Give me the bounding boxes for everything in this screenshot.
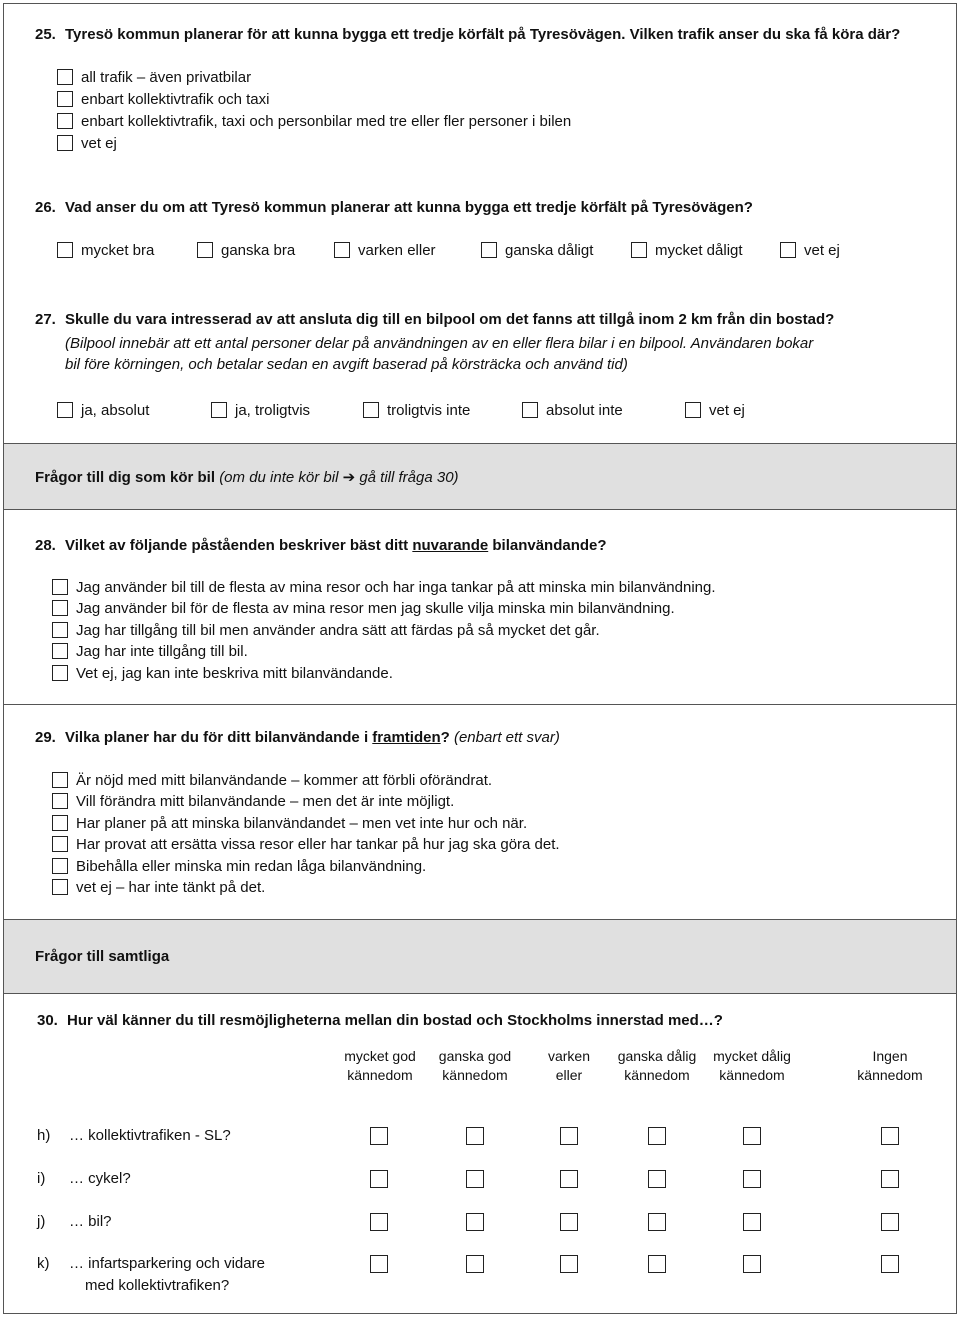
option-label: Vet ej, jag kan inte beskriva mitt bilanvändande. <box>76 665 393 682</box>
section-q28 <box>4 510 956 705</box>
q27-number: 27. <box>35 311 56 328</box>
q28-question <box>35 537 607 554</box>
checkbox[interactable] <box>52 579 68 595</box>
option-label: vet ej – har inte tänkt på det. <box>76 879 266 896</box>
checkbox[interactable] <box>211 402 227 418</box>
q25-number: 25. <box>35 26 56 43</box>
checkbox[interactable] <box>334 242 350 258</box>
q28-option-0[interactable] <box>52 579 716 596</box>
checkbox[interactable] <box>780 242 796 258</box>
q30-row-k-checkbox-ganska-dalig[interactable] <box>648 1255 666 1273</box>
all-title: Frågor till samtliga <box>35 948 170 965</box>
option-label: vet ej <box>81 135 117 152</box>
option-label: Är nöjd med mitt bilanvändande – kommer att förbli oförändrat. <box>76 772 493 789</box>
option-label: ja, troligtvis <box>235 402 311 419</box>
q30-row-h-checkbox-ingen[interactable] <box>881 1127 899 1145</box>
q30-col-header-3: ganska dålig kännedom <box>617 1048 697 1083</box>
q27-option-1[interactable] <box>211 402 310 419</box>
q25-option-3[interactable] <box>57 135 117 152</box>
section-q25-q27 <box>4 4 956 444</box>
q30-col-header-0: mycket god kännedom <box>344 1048 416 1083</box>
q25-option-1[interactable] <box>57 91 269 108</box>
checkbox[interactable] <box>52 793 68 809</box>
q30-row-i-checkbox-varken-eller[interactable] <box>560 1170 578 1188</box>
checkbox[interactable] <box>52 858 68 874</box>
q29-note: (enbart ett svar) <box>453 729 560 746</box>
checkbox[interactable] <box>481 242 497 258</box>
q25-option-2[interactable] <box>57 113 571 130</box>
q26-option-3[interactable] <box>481 242 593 259</box>
q30-col-header-4: mycket dålig kännedom <box>713 1048 791 1083</box>
q30-row-i-checkbox-mycket-dalig[interactable] <box>743 1170 761 1188</box>
q27-option-2[interactable] <box>363 402 470 419</box>
q30-row-label <box>37 1127 231 1144</box>
option-label: mycket dåligt <box>655 242 743 259</box>
checkbox[interactable] <box>522 402 538 418</box>
q27-note-line2: bil före körningen, och betalar sedan en avgift baserad på körsträcka och använd tid) <box>65 356 628 373</box>
q27-option-0[interactable] <box>57 402 149 419</box>
section-header-all <box>4 920 956 994</box>
checkbox[interactable] <box>52 879 68 895</box>
q26-text: Vad anser du om att Tyresö kommun planerar att kunna bygga ett tredje körfält på Tyresövägen? <box>65 199 753 216</box>
option-label: Vill förändra mitt bilanvändande – men det är inte möjligt. <box>76 793 455 810</box>
option-label: enbart kollektivtrafik och taxi <box>81 91 270 108</box>
q30-col-header-1: ganska god kännedom <box>438 1048 512 1083</box>
checkbox[interactable] <box>197 242 213 258</box>
option-label: mycket bra <box>81 242 155 259</box>
section-q30 <box>4 994 956 1313</box>
questionnaire-page <box>3 3 957 1314</box>
option-label: Jag använder bil till de flesta av mina resor och har inga tankar på att minska min bilanvändning. <box>76 579 716 596</box>
option-label: ganska bra <box>221 242 296 259</box>
q27-option-4[interactable] <box>685 402 745 419</box>
option-label: Har planer på att minska bilanvändandet – men vet inte hur och när. <box>76 815 528 832</box>
q29-number: 29. <box>35 729 56 746</box>
option-label: absolut inte <box>546 402 623 419</box>
q28-number: 28. <box>35 537 56 554</box>
option-label: troligtvis inte <box>387 402 471 419</box>
drivers-header <box>35 468 459 486</box>
row-text: … bil? <box>69 1213 112 1230</box>
q30-row-h-checkbox-ganska-god[interactable] <box>466 1127 484 1145</box>
q29-option-0[interactable] <box>52 772 492 789</box>
q30-row-i-checkbox-ingen[interactable] <box>881 1170 899 1188</box>
drivers-title: Frågor till dig som kör bil <box>35 469 216 486</box>
checkbox[interactable] <box>631 242 647 258</box>
option-label: Har provat att ersätta vissa resor eller har tankar på hur jag ska göra det. <box>76 836 560 853</box>
q29-question <box>35 729 560 746</box>
section-header-drivers <box>4 444 956 510</box>
q29-text-after: ? <box>440 729 450 746</box>
all-header <box>35 948 169 965</box>
q30-row-h-checkbox-varken-eller[interactable] <box>560 1127 578 1145</box>
checkbox[interactable] <box>52 665 68 681</box>
checkbox[interactable] <box>57 135 73 151</box>
q29-option-2[interactable] <box>52 815 527 832</box>
q27-option-3[interactable] <box>522 402 623 419</box>
option-label: vet ej <box>804 242 840 259</box>
checkbox[interactable] <box>52 600 68 616</box>
q30-row-k-checkbox-mycket-dalig[interactable] <box>743 1255 761 1273</box>
option-label: Bibehålla eller minska min redan låga bilanvändning. <box>76 858 427 875</box>
row-letter: j) <box>37 1213 46 1230</box>
q28-text-after: bilanvändande? <box>488 537 607 554</box>
option-label: enbart kollektivtrafik, taxi och personbilar med tre eller fler personer i bilen <box>81 113 572 130</box>
q30-row-j-checkbox-ganska-god[interactable] <box>466 1213 484 1231</box>
checkbox[interactable] <box>52 622 68 638</box>
checkbox[interactable] <box>52 772 68 788</box>
q30-row-h-checkbox-ganska-dalig[interactable] <box>648 1127 666 1145</box>
q26-question <box>35 199 753 216</box>
section-q29 <box>4 705 956 920</box>
option-label: Jag använder bil för de flesta av mina resor men jag skulle vilja minska min bilanvändning. <box>76 600 675 617</box>
q26-number: 26. <box>35 199 56 216</box>
checkbox[interactable] <box>52 643 68 659</box>
row-text: … cykel? <box>69 1170 131 1187</box>
q28-text-before: Vilket av följande påståenden beskriver bäst ditt <box>65 537 413 554</box>
q30-row-k-checkbox-ganska-god[interactable] <box>466 1255 484 1273</box>
q26-option-0[interactable] <box>57 242 154 259</box>
checkbox[interactable] <box>57 242 73 258</box>
q30-row-i-checkbox-mycket-god[interactable] <box>370 1170 388 1188</box>
q30-col-header-2: varken eller <box>547 1048 591 1083</box>
q28-option-4[interactable] <box>52 665 393 682</box>
q30-row-j-checkbox-varken-eller[interactable] <box>560 1213 578 1231</box>
checkbox[interactable] <box>57 91 73 107</box>
q27-question <box>35 311 834 328</box>
q28-option-2[interactable] <box>52 622 600 639</box>
option-label: Jag har tillgång till bil men använder andra sätt att färdas på så mycket det går. <box>76 622 600 639</box>
q30-question <box>37 1012 723 1029</box>
option-label: all trafik – även privatbilar <box>81 69 252 86</box>
q30-row-label <box>37 1213 112 1230</box>
drivers-note-before: (om du inte kör bil <box>219 469 343 486</box>
row-text: … infartsparkering och vidare <box>69 1255 265 1272</box>
q29-option-3[interactable] <box>52 836 560 853</box>
checkbox[interactable] <box>57 402 73 418</box>
q30-row-label-continued: med kollektivtrafiken? <box>85 1277 230 1294</box>
option-label: Jag har inte tillgång till bil. <box>76 643 248 660</box>
q30-col-header-5: Ingen kännedom <box>857 1048 923 1083</box>
q26-option-1[interactable] <box>197 242 295 259</box>
q30-row-j-checkbox-ganska-dalig[interactable] <box>648 1213 666 1231</box>
drivers-note-after: gå till fråga 30) <box>355 469 459 486</box>
q28-option-1[interactable] <box>52 600 675 617</box>
q30-row-label <box>37 1170 131 1187</box>
q26-option-5[interactable] <box>780 242 840 259</box>
q29-text-before: Vilka planer har du för ditt bilanvändande i <box>65 729 373 746</box>
row-letter: k) <box>37 1255 50 1272</box>
q30-row-h-checkbox-mycket-dalig[interactable] <box>743 1127 761 1145</box>
q30-row-h-checkbox-mycket-god[interactable] <box>370 1127 388 1145</box>
q25-text: Tyresö kommun planerar för att kunna bygga ett tredje körfält på Tyresövägen. Vilken trafik anser du ska få köra där? <box>65 26 901 43</box>
q30-row-i-checkbox-ganska-god[interactable] <box>466 1170 484 1188</box>
q25-question <box>35 26 900 43</box>
q30-row-j-checkbox-ingen[interactable] <box>881 1213 899 1231</box>
checkbox[interactable] <box>57 113 73 129</box>
q26-option-4[interactable] <box>631 242 743 259</box>
checkbox[interactable] <box>52 815 68 831</box>
q29-option-1[interactable] <box>52 793 454 810</box>
q30-row-k-checkbox-mycket-god[interactable] <box>370 1255 388 1273</box>
q27-text: Skulle du vara intresserad av att ansluta dig till en bilpool om det fanns att tillgå inom 2 km från din bostad? <box>65 311 835 328</box>
arrow-icon: ➔ <box>342 468 356 486</box>
checkbox[interactable] <box>685 402 701 418</box>
checkbox[interactable] <box>57 69 73 85</box>
q30-row-j-checkbox-mycket-god[interactable] <box>370 1213 388 1231</box>
q30-row-k-checkbox-varken-eller[interactable] <box>560 1255 578 1273</box>
q30-row-k-checkbox-ingen[interactable] <box>881 1255 899 1273</box>
q28-option-3[interactable] <box>52 643 248 660</box>
row-text: … kollektivtrafiken - SL? <box>69 1127 231 1144</box>
checkbox[interactable] <box>52 836 68 852</box>
q26-option-2[interactable] <box>334 242 436 259</box>
q30-text: Hur väl känner du till resmöjligheterna mellan din bostad och Stockholms innerstad med…? <box>67 1012 723 1029</box>
q29-option-4[interactable] <box>52 858 426 875</box>
q28-text-underlined: nuvarande <box>412 537 489 554</box>
row-letter: i) <box>37 1170 46 1187</box>
q30-row-j-checkbox-mycket-dalig[interactable] <box>743 1213 761 1231</box>
q29-text-underlined: framtiden <box>372 729 441 746</box>
q30-number: 30. <box>37 1012 58 1029</box>
q25-option-0[interactable] <box>57 69 251 86</box>
row-letter: h) <box>37 1127 51 1144</box>
q27-note-line1: (Bilpool innebär att ett antal personer delar på användningen av en eller flera bilar i en bilpool. Användaren bokar <box>65 335 814 352</box>
option-label: vet ej <box>709 402 745 419</box>
option-label: ganska dåligt <box>505 242 594 259</box>
q30-row-i-checkbox-ganska-dalig[interactable] <box>648 1170 666 1188</box>
checkbox[interactable] <box>363 402 379 418</box>
q30-row-label <box>37 1255 265 1272</box>
q29-option-5[interactable] <box>52 879 265 896</box>
option-label: ja, absolut <box>81 402 150 419</box>
option-label: varken eller <box>358 242 436 259</box>
